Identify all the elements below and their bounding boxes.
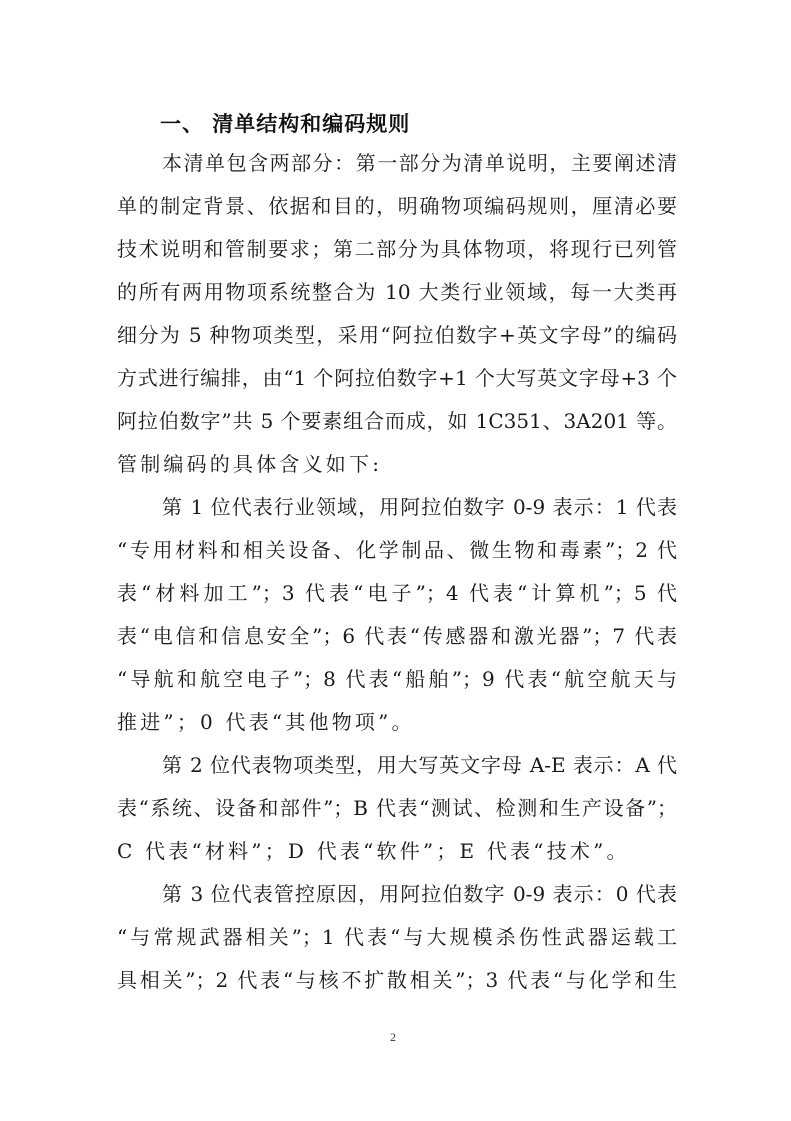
paragraph-line: 技术说明和管制要求；第二部分为具体物项，将现行已列管	[117, 237, 677, 261]
paragraph-line: “与常规武器相关”；1 代表“与大规模杀伤性武器运载工	[117, 925, 677, 949]
paragraph-line: 第 2 位代表物项类型，用大写英文字母 A-E 表示：A 代	[162, 753, 677, 777]
paragraph-line: 具相关”；2 代表“与核不扩散相关”；3 代表“与化学和生	[117, 968, 677, 992]
paragraph-line: 细分为 5 种物项类型，采用“阿拉伯数字+英文字母”的编码	[117, 323, 677, 347]
paragraph-line: C 代表“材料”；D 代表“软件”；E 代表“技术”。	[117, 839, 630, 863]
paragraph-line: “专用材料和相关设备、化学制品、微生物和毒素”；2 代	[117, 538, 677, 562]
page-number: 2	[390, 1030, 396, 1044]
paragraph-line: 方式进行编排，由“1 个阿拉伯数字+1 个大写英文字母+3 个	[117, 366, 677, 390]
paragraph-line: 管制编码的具体含义如下:	[117, 452, 383, 476]
paragraph-line: 本清单包含两部分：第一部分为清单说明，主要阐述清	[162, 151, 677, 175]
paragraph-line: 表“电信和信息安全”；6 代表“传感器和激光器”；7 代表	[117, 624, 677, 648]
paragraph-line: 的所有两用物项系统整合为 10 大类行业领域，每一大类再	[117, 280, 677, 304]
paragraph-line: 单的制定背景、依据和目的，明确物项编码规则，厘清必要	[117, 194, 677, 218]
paragraph-line: 表“材料加工”；3 代表“电子”；4 代表“计算机”；5 代	[117, 581, 677, 605]
paragraph-line: 阿拉伯数字”共 5 个要素组合而成，如 1C351、3A201 等。	[117, 409, 677, 433]
paragraph-line: 第 1 位代表行业领域，用阿拉伯数字 0-9 表示：1 代表	[162, 495, 677, 519]
paragraph-line: “导航和航空电子”；8 代表“船舶”；9 代表“航空航天与	[117, 667, 677, 691]
paragraph-line: 表“系统、设备和部件”；B 代表“测试、检测和生产设备”；	[117, 796, 677, 820]
paragraph-line: 推进”；0 代表“其他物项”。	[117, 710, 415, 734]
paragraph-line: 第 3 位代表管控原因，用阿拉伯数字 0-9 表示：0 代表	[162, 882, 677, 906]
section-heading: 一、 清单结构和编码规则	[160, 112, 411, 136]
